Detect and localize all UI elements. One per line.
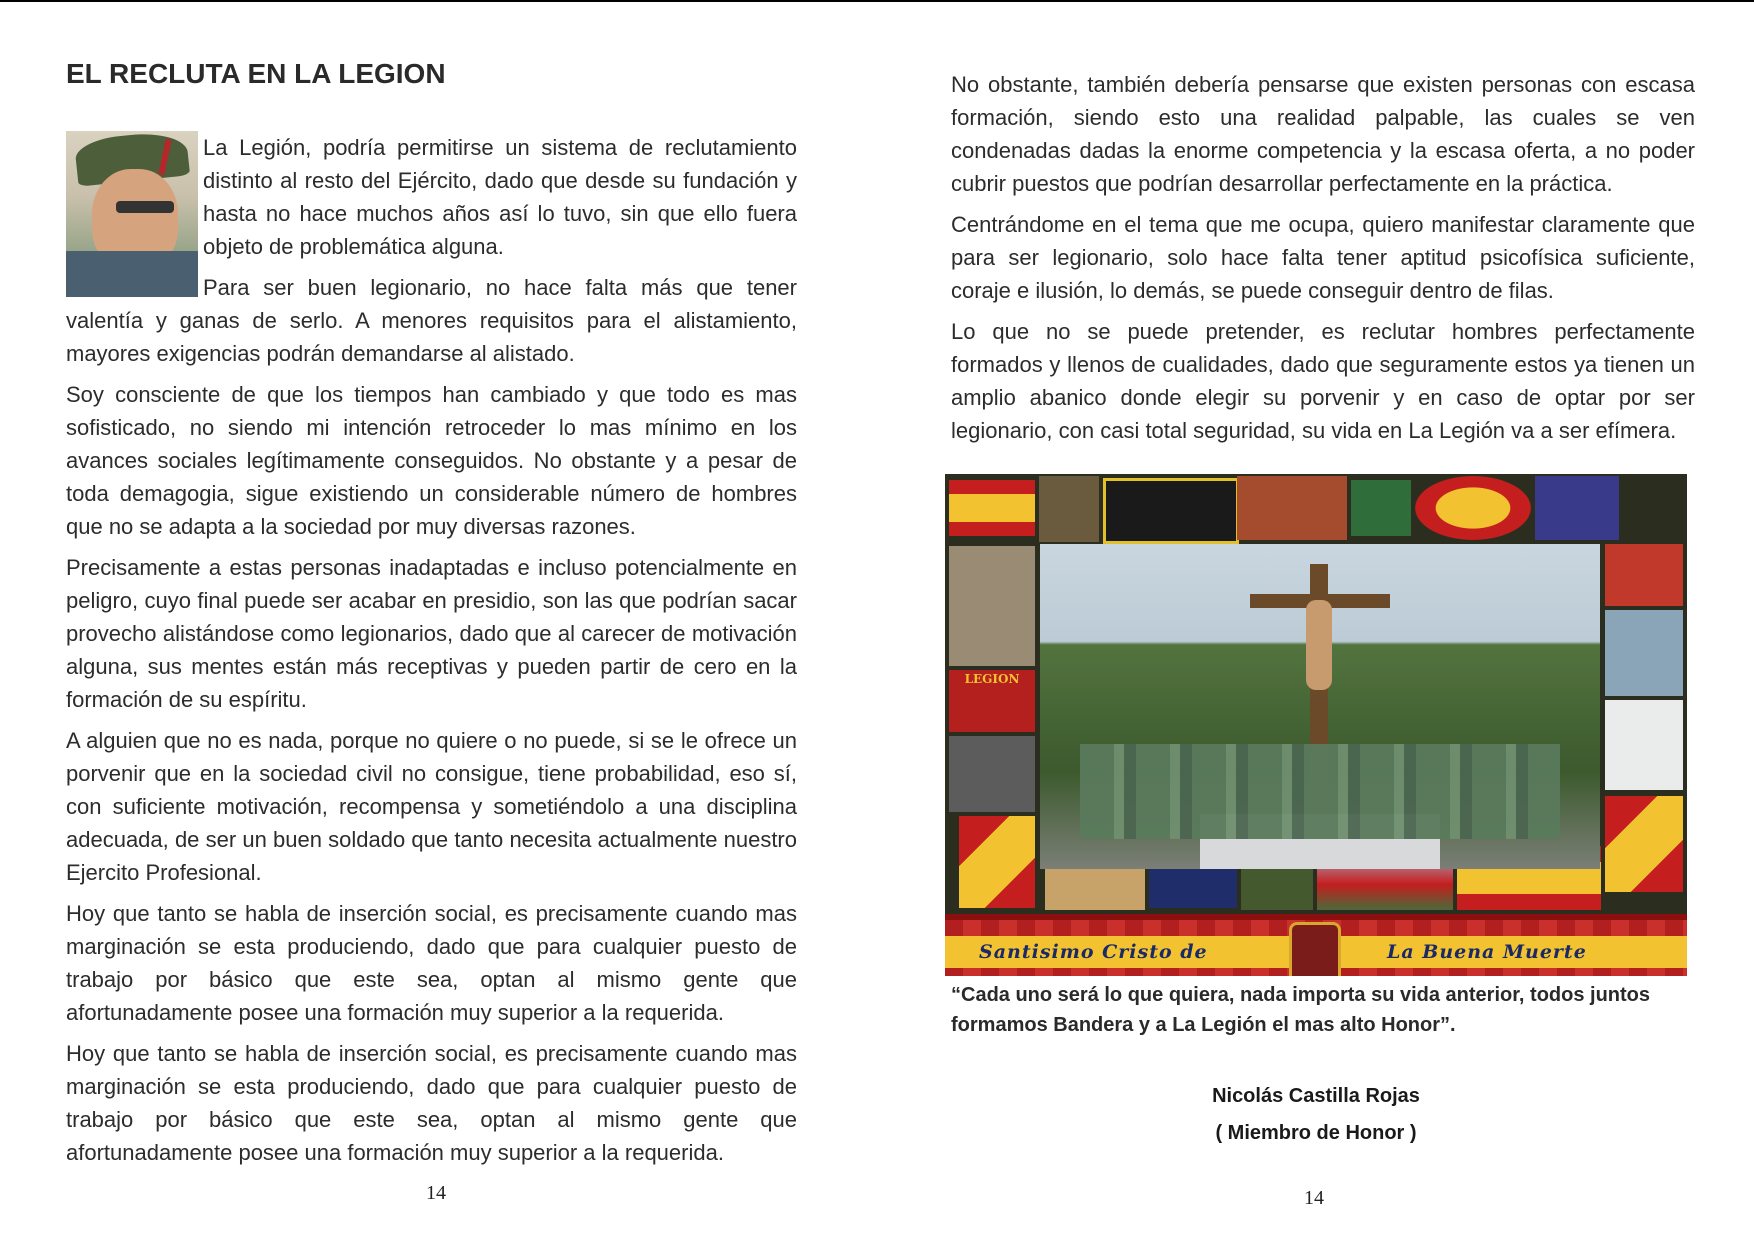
banner-text-left: Santisimo Cristo de — [979, 941, 1208, 963]
heraldry-tile — [1237, 476, 1347, 540]
emblem-tile — [1103, 478, 1239, 544]
paragraph: Hoy que tanto se habla de inserción social, es precisamente cuando mas marginación se esta produciendo, dado que para cualquier puesto de trabajo por básico que este sea, optan al mismo gente que afortunadamente posee una formación muy superior a la requerida. — [66, 901, 797, 1025]
banner-text-right: La Buena Muerte — [1387, 941, 1587, 963]
paragraph: Hoy que tanto se habla de inserción social, es precisamente cuando mas marginación se esta produciendo, dado que para cualquier puesto de trabajo por básico que este sea, optan al mismo gente que afortunadamente posee una formación muy superior a la requerida. — [66, 1041, 797, 1165]
green-emblem-tile — [1351, 480, 1411, 536]
article-title: EL RECLUTA EN LA LEGION — [66, 58, 446, 89]
left-body-text — [66, 131, 797, 1177]
page-number: 14 — [1304, 1187, 1324, 1209]
paragraph: La Legión, podría permitirse un sistema de reclutamiento distinto al resto del Ejército, dado que desde su fundación y hasta no hace muchos años así lo tuvo, sin que ello fuera objeto de problemática alguna. — [203, 135, 797, 259]
spanish-pennant-left-tile — [959, 816, 1035, 908]
paragraph: Precisamente a estas personas inadaptadas e incluso potencialmente en peligro, cuyo final puede ser acabar en presidio, son las que podrían sacar provecho alistándose como legionarios, dado que al carecer de motivación alguna, sus mentes están más receptivas y pueden partir de cero en la formación de su espíritu. — [66, 555, 797, 712]
sunglasses-shape — [116, 201, 174, 213]
oval-flag-emblem-tile — [1415, 476, 1531, 540]
shoulders-shape — [66, 251, 198, 297]
coat-of-arms-crest — [1289, 922, 1341, 976]
closing-quote: “Cada uno será lo que quiera, nada importa su vida anterior, todos juntos formamos Bandera y a La Legión el mas alto Honor”. — [951, 984, 1651, 1036]
paragraph: Centrándome en el tema que me ocupa, quiero manifestar claramente que para ser legionario, solo hace falta tener aptitud psicofísica suficiente, coraje e ilusión, lo demás, se puede conseguir dentro de filas. — [951, 212, 1695, 303]
author-role: ( Miembro de Honor ) — [1215, 1122, 1417, 1144]
spanish-flag-tile — [949, 480, 1035, 536]
coat-of-arms-tile — [1535, 476, 1619, 540]
crucifix-ceremony-photo — [1040, 544, 1600, 869]
spanish-pennant-right-tile — [1605, 796, 1683, 892]
collage-banner — [945, 914, 1687, 976]
paragraph: Para ser buen legionario, no hace falta más que tener valentía y ganas de serlo. A menores requisitos para el alistamiento, mayores exigencias podrán demandarse al alistado. — [66, 275, 797, 366]
regiment-flag-tile — [1605, 544, 1683, 606]
paragraph: No obstante, también debería pensarse que existen personas con escasa formación, siendo esto una realidad palpable, las cuales se ven condenadas dadas la enorme competencia y la escasa oferta, a no poder cubrir puestos que podrían desarrollar perfectamente en la práctica. — [951, 72, 1695, 196]
legion-photo-collage — [945, 474, 1687, 976]
soldier-photo-tile — [949, 546, 1035, 666]
legion-insignia-tile — [1605, 700, 1683, 790]
page-number: 14 — [426, 1182, 446, 1204]
right-body-text — [951, 68, 1695, 455]
legion-badge-tile — [949, 670, 1035, 732]
right-page — [877, 0, 1754, 1240]
christ-figure — [1306, 600, 1332, 690]
author-name: Nicolás Castilla Rojas — [1212, 1085, 1420, 1107]
paragraph: A alguien que no es nada, porque no quiere o no puede, si se le ofrece un porvenir que en la sociedad civil no consigue, tiene probabilidad, eso sí, con suficiente motivación, recompensa y sometiéndolo a una disciplina adecuada, de ser un buen soldado que tanto necesita actualmente nuestro Ejercito Profesional. — [66, 728, 797, 885]
legion-badge-label: LEGION — [964, 672, 1020, 686]
paragraph: Lo que no se puede pretender, es reclutar hombres perfectamente formados y llenos de cualidades, dado que seguramente estos ya tienen un amplio abanico donde elegir su porvenir y en caso de optar por ser legionario, con casi total seguridad, su vida en La Legión va a ser efímera. — [951, 319, 1695, 443]
legionnaires-group — [1080, 744, 1560, 839]
historic-photo-tile — [949, 736, 1035, 812]
soldier-with-goat-tile — [1605, 610, 1683, 696]
author-portrait-photo — [66, 131, 198, 297]
paragraph: Soy consciente de que los tiempos han cambiado y que todo es mas sofisticado, no siendo mi intención retroceder lo mas mínimo en los avances sociales legítimamente conseguidos. No obstante y a pesar de toda demagogia, sigue existiendo un considerable número de hombres que no se adapta a la sociedad por muy diversas razones. — [66, 382, 797, 539]
portrait-tile — [1039, 476, 1099, 542]
